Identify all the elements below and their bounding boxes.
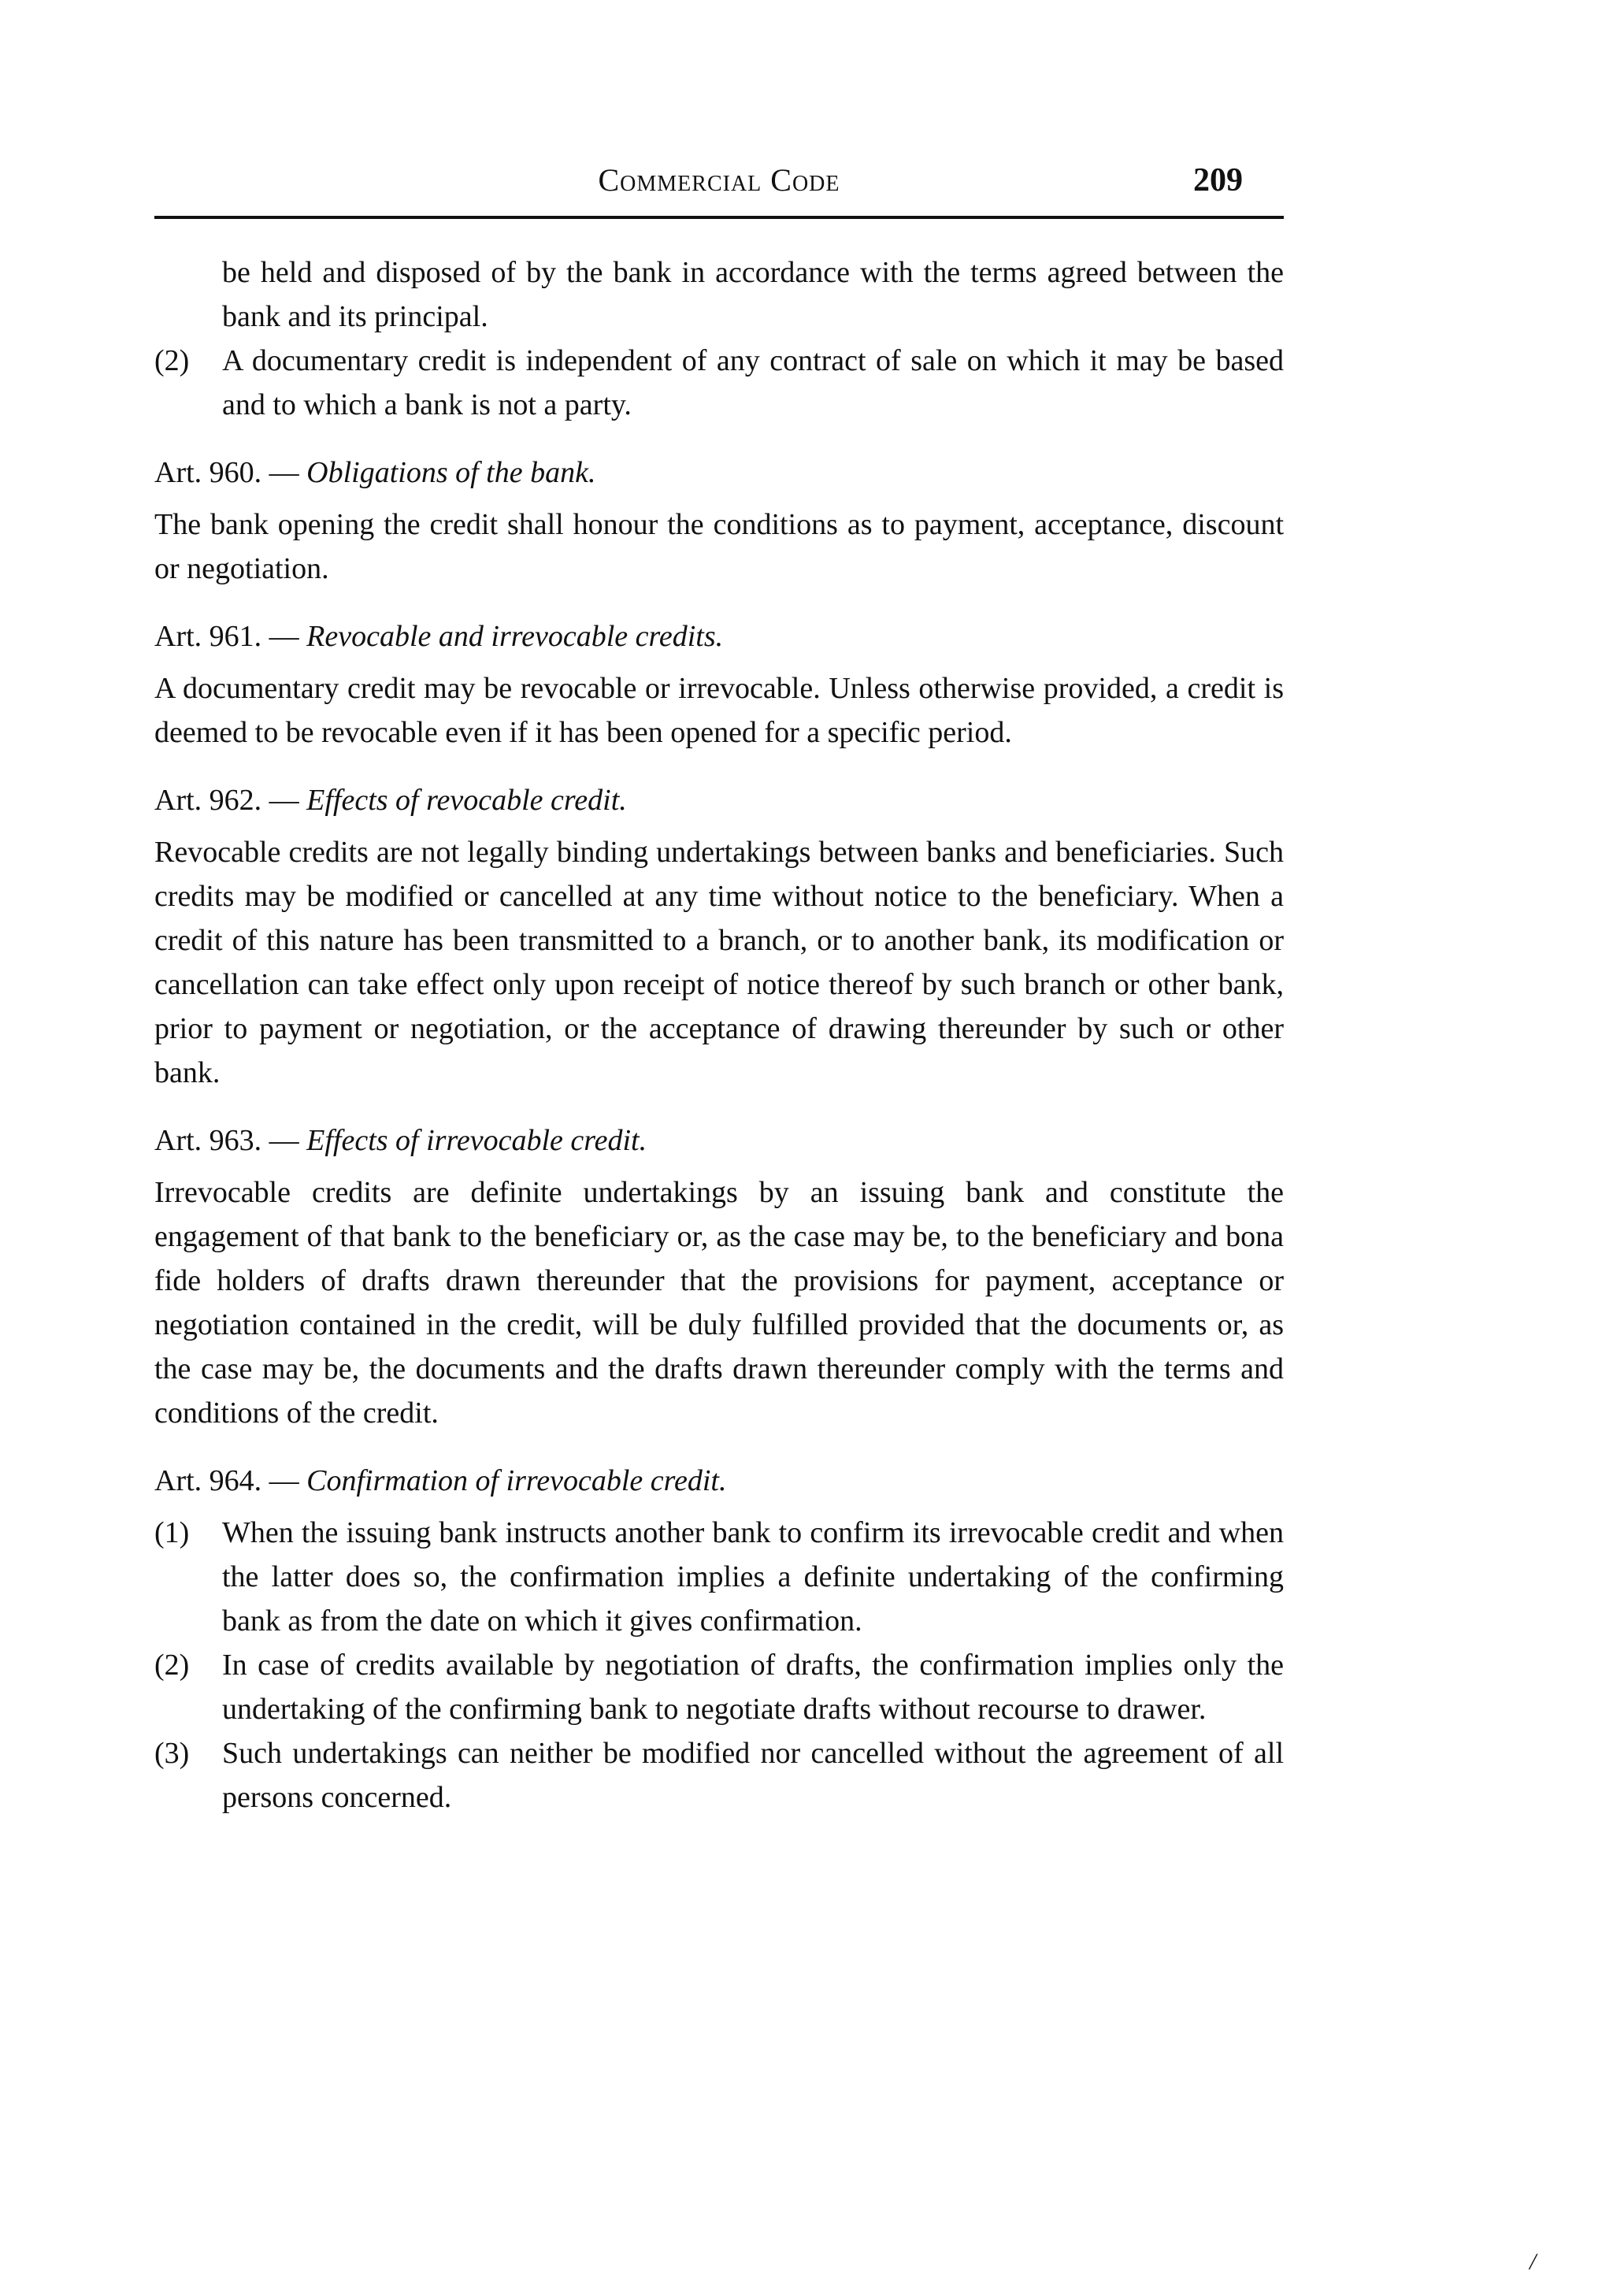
- item-text: In case of credits available by negotiation of drafts, the confirmation implies only the undertaking of the confirming bank to negotiate drafts without recourse to drawer.: [222, 1649, 1284, 1726]
- article-title: Confirmation of irrevocable credit.: [306, 1464, 727, 1497]
- article-962: [154, 778, 1284, 1095]
- item-text: Such undertakings can neither be modified nor cancelled without the agreement of all persons concerned.: [222, 1737, 1284, 1814]
- article-dash: —: [269, 1124, 299, 1157]
- article-text: Revocable credits are not legally binding undertakings between banks and beneficiaries. Such credits may be modified or cancelled at any time without notice to the beneficiary. When a credit of this nature has been transmitted to a branch, or to another bank, its modification or cancellation can take effect only upon receipt of notice thereof by such branch or other bank, prior to payment or negotiation, or the acceptance of drawing thereunder by such or other bank.: [154, 836, 1284, 1089]
- article-dash: —: [269, 456, 299, 489]
- item-number: (3): [154, 1737, 190, 1770]
- article-960: [154, 451, 1284, 591]
- item-text: When the issuing bank instructs another bank to confirm its irrevocable credit and when the latter does so, the confirmation implies a definite undertaking of the confirming bank as from the date on which it gives confirmation.: [222, 1516, 1284, 1638]
- article-number: Art. 962.: [154, 784, 262, 817]
- article-heading: [154, 778, 1284, 822]
- continued-paragraph: be held and disposed of by the bank in accordance with the terms agreed between the bank and its principal.: [222, 256, 1284, 333]
- numbered-item: [154, 1643, 1284, 1731]
- article-heading: [154, 1118, 1284, 1163]
- article-title: Effects of revocable credit.: [306, 784, 627, 817]
- numbered-item: [154, 1731, 1284, 1819]
- item-text: A documentary credit is independent of any contract of sale on which it may be based and to which a bank is not a party.: [222, 344, 1284, 421]
- article-number: Art. 961.: [154, 620, 262, 653]
- article-title: Obligations of the bank.: [306, 456, 596, 489]
- article-title: Effects of irrevocable credit.: [306, 1124, 647, 1157]
- article-number: Art. 964.: [154, 1464, 262, 1497]
- numbered-item: [154, 1511, 1284, 1643]
- article-heading: [154, 1459, 1284, 1503]
- running-title: Commercial Code: [598, 162, 840, 198]
- item-number: (2): [154, 344, 190, 377]
- article-number: Art. 960.: [154, 456, 262, 489]
- page-body: [154, 250, 1284, 1819]
- article-text: Irrevocable credits are definite undertakings by an issuing bank and constitute the engagement of that bank to the beneficiary or, as the case may be, to the beneficiary and bona fide holders of drafts drawn thereunder that the provisions for payment, acceptance or negotiation contained in the credit, will be duly fulfilled provided that the documents or, as the case may be, the documents and the drafts drawn thereunder comply with the terms and conditions of the credit.: [154, 1176, 1284, 1430]
- numbered-item: [154, 339, 1284, 427]
- article-heading: [154, 451, 1284, 495]
- article-number: Art. 963.: [154, 1124, 262, 1157]
- article-title: Revocable and irrevocable credits.: [306, 620, 724, 653]
- page-header: [154, 161, 1284, 209]
- article-text: The bank opening the credit shall honour the conditions as to payment, acceptance, discount or negotiation.: [154, 508, 1284, 585]
- page-number: 209: [1193, 162, 1243, 198]
- item-number: (2): [154, 1649, 190, 1682]
- article-961: [154, 614, 1284, 755]
- article-text: A documentary credit may be revocable or irrevocable. Unless otherwise provided, a credit is deemed to be revocable even if it has been opened for a specific period.: [154, 672, 1284, 749]
- article-dash: —: [269, 1464, 299, 1497]
- corner-mark: /: [1530, 2249, 1537, 2275]
- article-963: [154, 1118, 1284, 1435]
- article-dash: —: [269, 784, 299, 817]
- item-number: (1): [154, 1516, 190, 1549]
- article-dash: —: [269, 620, 299, 653]
- article-heading: [154, 614, 1284, 658]
- header-rule: [154, 216, 1284, 219]
- article-964: [154, 1459, 1284, 1819]
